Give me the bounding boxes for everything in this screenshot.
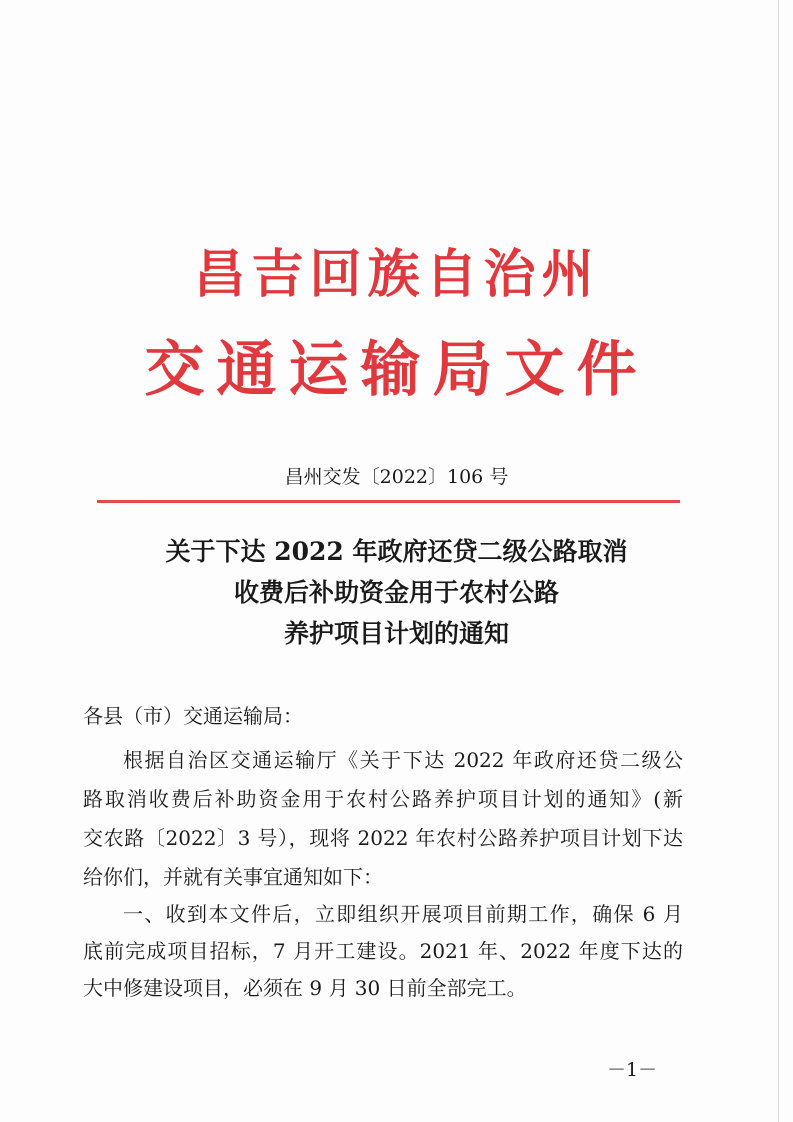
body-paragraph-2-line-2: 底前完成项目招标，7 月开工建设。2021 年、2022 年度下达的 (83, 939, 683, 963)
document-header: 交通运输局文件 (144, 335, 649, 405)
red-divider-rule (97, 500, 680, 503)
body-paragraph-1-line-2: 路取消收费后补助资金用于农村公路养护项目计划的通知》(新 (83, 787, 683, 811)
document-title-line-2: 收费后补助资金用于农村公路 (233, 578, 559, 607)
body-paragraph-1-line-3: 交农路〔2022〕3 号），现将 2022 年农村公路养护项目计划下达 (83, 826, 683, 850)
body-paragraph-1-line-4: 给你们，并就有关事宜通知如下： (83, 865, 383, 889)
document-number: 昌州交发〔2022〕106 号 (284, 466, 509, 488)
page-number: －1－ (607, 1059, 658, 1081)
body-paragraph-1-line-1: 根据自治区交通运输厅《关于下达 2022 年政府还贷二级公 (123, 748, 683, 772)
document-title-line-3: 养护项目计划的通知 (283, 619, 509, 648)
body-paragraph-2-line-3: 大中修建设项目，必须在 9 月 30 日前全部完工。 (83, 976, 527, 1000)
salutation: 各县（市）交通运输局： (83, 704, 303, 728)
document-title-line-1: 关于下达 2022 年政府还贷二级公路取消 (165, 537, 628, 566)
body-paragraph-2-line-1: 一、收到本文件后，立即组织开展项目前期工作，确保 6 月 (123, 902, 683, 926)
issuer-name: 昌吉回族自治州 (193, 245, 600, 305)
